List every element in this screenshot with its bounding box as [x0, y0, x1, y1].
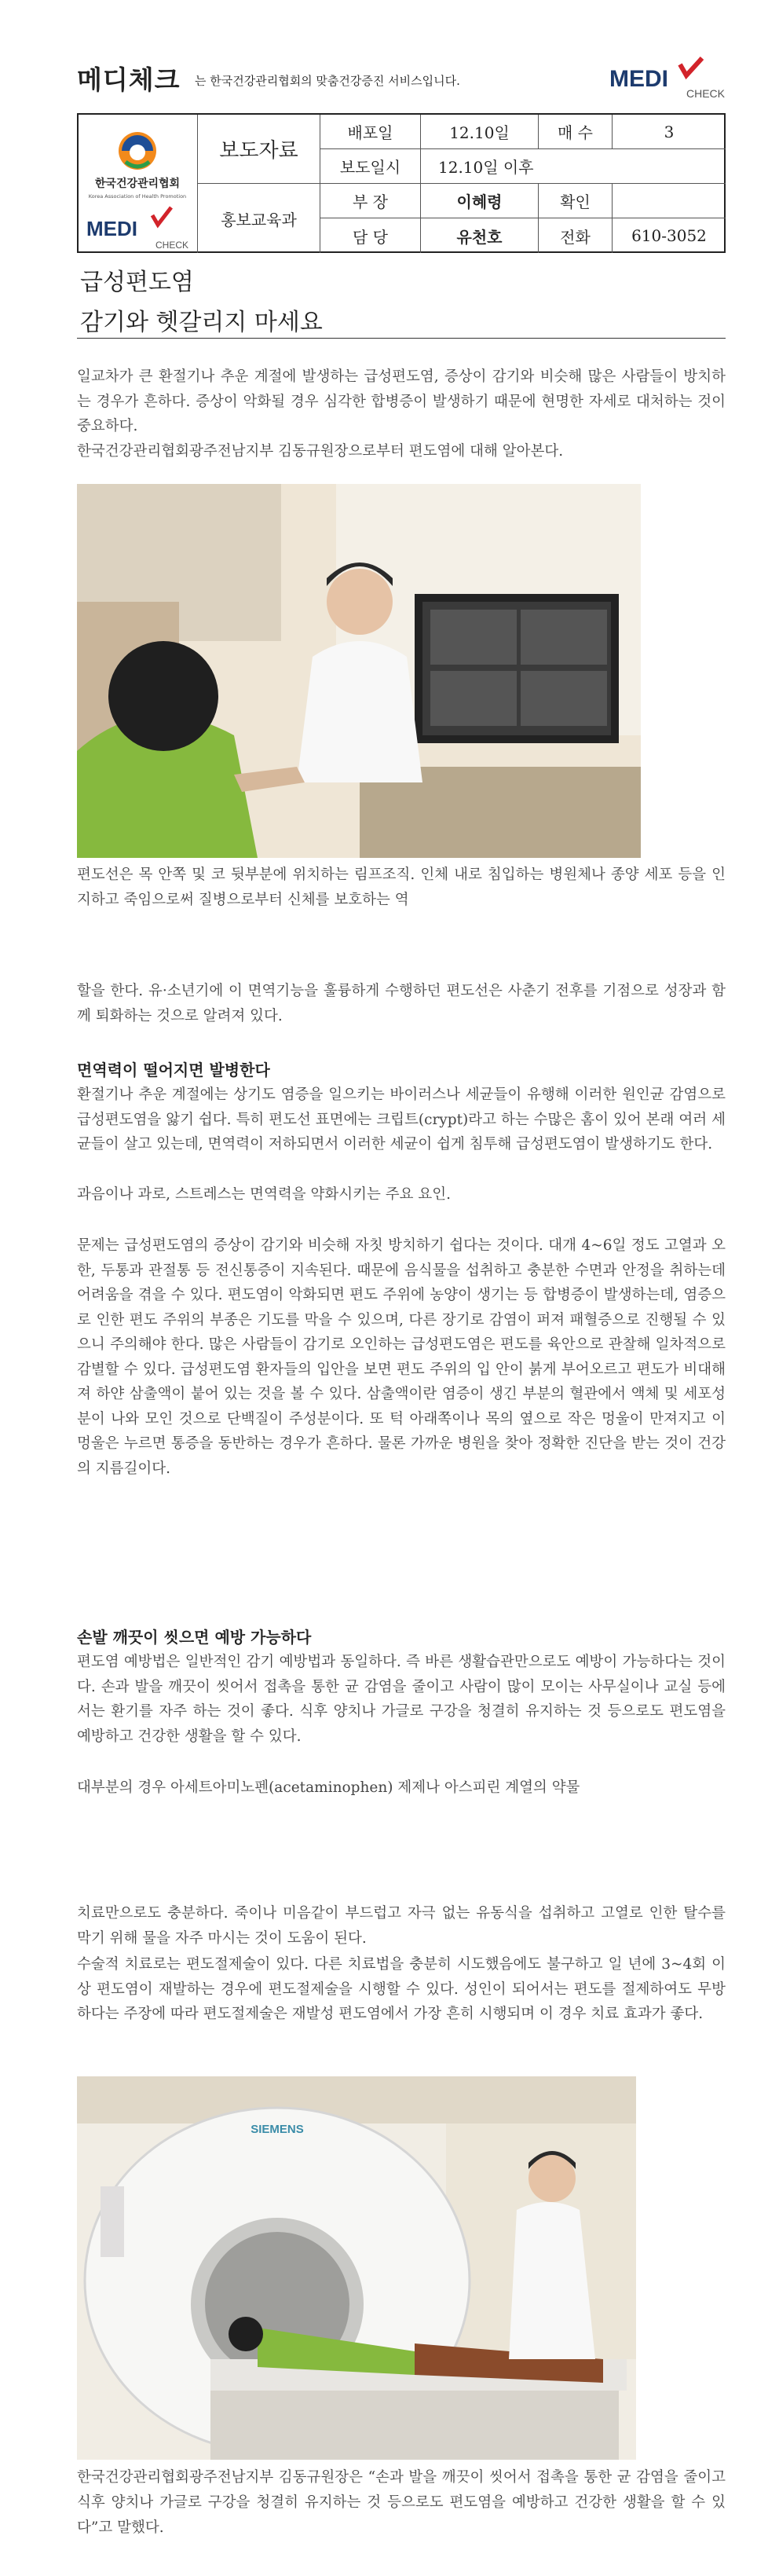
staff-name: 유천호 — [421, 218, 539, 253]
photo2-caption: 한국건강관리협회광주전남지부 김동규원장은 “손과 발을 깨끗이 씻어서 접촉을 통한 균 감염을 줄이고 식후 양치나 가글로 구강을 청결히 유지하는 것 등으로도 편도염을 예방하고 건강한 생활을 할 수 있다”고 말했다. — [77, 2469, 726, 2536]
section3-surgery: 수술적 치료로는 편도절제술이 있다. 다른 치료법을 충분히 시도했음에도 불구하고 일 년에 3~4회 이상 편도염이 재발하는 경우에 편도절제술을 시행할 수 있다. 성인이 되어서는 편도를 절제하여도 무방하다는 주장에 따라 편도절제술은 재발성 편도염에서 가장 흔히 시행되며 이 경우 치료 효과가 좋다. — [77, 1956, 726, 2022]
intro-source-line: 한국건강관리협회광주전남지부 김동규원장으로부터 편도염에 대해 알아본다. — [77, 443, 564, 460]
svg-text:MEDI: MEDI — [609, 66, 668, 92]
pages-value: 3 — [613, 115, 726, 149]
manager-name: 이혜령 — [421, 184, 539, 218]
phone-label: 전화 — [539, 218, 613, 253]
section3-paragraph: 치료만으로도 충분하다. 죽이나 미음같이 부드럽고 자극 없는 유동식을 섭취하고 고열로 인한 탈수를 막기 위해 물을 자주 마시는 것이 도움이 된다. — [77, 1905, 726, 1947]
confirm-label: 확인 — [539, 184, 613, 218]
manager-label: 부 장 — [320, 184, 421, 218]
article-subtitle: 감기와 헷갈리지 마세요 — [80, 309, 323, 336]
medicheck-logo — [608, 57, 726, 101]
article-title: 급성편도염 — [80, 269, 194, 296]
distribution-date: 12.10일 — [421, 115, 539, 149]
photo1-caption: 편도선은 목 안쪽 및 코 뒷부분에 위치하는 림프조직. 인체 내로 침입하는 병원체나 종양 세포 등을 인지하고 죽임으로써 질병으로부터 신체를 보호하는 역 — [77, 867, 726, 908]
press-info-table — [77, 113, 726, 253]
section1-heading: 면역력이 떨어지면 발병한다 — [77, 1061, 270, 1079]
section1-paragraph: 환절기나 추운 계절에는 상기도 염증을 일으키는 바이러스나 세균들이 유행해 이러한 원인균 감염으로 급성편도염을 앓기 쉽다. 특히 편도선 표면에는 크립트(crypt)라고 하는 수많은 홈이 있어 본래 여러 세균들이 살고 있는데, 면역력이 저하되면서 이러한 세균이 쉽게 침투해 급성편도염이 발생하기도 한다. — [77, 1086, 726, 1152]
embargo-label: 보도일시 — [320, 149, 421, 184]
section2-paragraph: 편도염 예방법은 일반적인 감기 예방법과 동일하다. 즉 바른 생활습관만으로도 예방이 가능하다는 것이다. 손과 발을 깨끗이 씻어서 접촉을 통한 균 감염을 줄이고 사람이 많이 모이는 사무실이나 교실 등에서는 환기를 자주 하는 것이 좋다. 식후 양치나 가글로 구강을 청결히 유지하는 것 등으로도 편도염을 예방하고 건강한 생활을 할 수 있다. — [77, 1654, 726, 1745]
svg-text:SIEMENS: SIEMENS — [251, 2123, 304, 2136]
svg-text:CHECK: CHECK — [686, 87, 726, 100]
svg-text:Korea Association of Health Pr: Korea Association of Health Promotion — [88, 193, 187, 200]
section2-medication: 대부분의 경우 아세트아미노펜(acetaminophen) 제제나 아스피린 계열의 약물 — [77, 1779, 580, 1796]
section1-factors: 과음이나 과로, 스트레스는 면역력을 약화시키는 주요 요인. — [77, 1186, 451, 1203]
brand-tagline: 는 한국건강관리협회의 맞춤건강증진 서비스입니다. — [195, 74, 460, 88]
svg-text:CHECK: CHECK — [155, 240, 189, 251]
confirm-value — [613, 184, 726, 218]
doctor-consultation-photo — [77, 484, 641, 858]
intro-paragraph: 일교차가 큰 환절기나 추운 계절에 발생하는 급성편도염, 증상이 감기와 비슷해 많은 사람들이 방치하는 경우가 흔하다. 증상이 악화될 경우 심각한 합병증이 발생하기 때문에 현명한 자세로 대처하는 것이 중요하다. — [77, 368, 726, 434]
section1-symptoms: 문제는 급성편도염의 증상이 감기와 비슷해 자칫 방치하기 쉽다는 것이다. 대개 4~6일 정도 고열과 오한, 두통과 관절통 등 전신통증이 지속된다. 때문에 음식물을 섭취하고 충분한 수면과 안정을 취하는데 어려움을 겪을 수 있다. 편도염이 악화되면 편도 주위에 농양이 생기는 등 합병증이 발생하는데, 염증으로 인한 편도 주위의 부종은 기도를 막을 수 있으며, 다른 장기로 감염이 퍼져 패혈증으로 진행될 수 있으니 주의해야 한다. 많은 사람들이 감기로 오인하는 급성편도염은 편도를 육안으로 관찰해 일차적으로 감별할 수 있다. 급성편도염 환자들의 입안을 보면 편도 주위의 입 안이 붉게 부어오르고 편도가 비대해져 하얀 삼출액이 붙어 있는 것을 볼 수 있다. 삼출액이란 염증이 생긴 부분의 혈관에서 액체 및 세포성분이 나와 모인 것으로 단백질이 주성분이다. 또 턱 아래쪽이나 목의 옆으로 작은 멍울이 만져지고 이 멍울은 누르면 통증을 동반하는 경우가 흔하다. 물론 가까운 병원을 찾아 정확한 진단을 받는 것이 건강의 지름길이다. — [77, 1237, 726, 1477]
distribution-label: 배포일 — [320, 115, 421, 149]
staff-label: 담 당 — [320, 218, 421, 253]
ct-scan-photo — [77, 2076, 636, 2460]
svg-text:MEDI: MEDI — [86, 217, 137, 240]
pages-label: 매 수 — [539, 115, 613, 149]
svg-text:한국건강관리협회: 한국건강관리협회 — [94, 178, 181, 190]
embargo-value: 12.10일 이후 — [421, 149, 726, 184]
kahp-logo-icon — [79, 115, 196, 253]
continued-paragraph: 할을 한다. 유·소년기에 이 면역기능을 훌륭하게 수행하던 편도선은 사춘기 전후를 기점으로 성장과 함께 퇴화하는 것으로 알려져 있다. — [77, 983, 726, 1024]
section2-heading: 손발 깨끗이 씻으면 예방 가능하다 — [77, 1628, 312, 1647]
brand-name: 메디체크 — [77, 64, 181, 95]
org-logo-cell — [79, 115, 198, 253]
department-cell: 홍보교육과 — [198, 184, 320, 253]
title-divider — [77, 338, 726, 339]
doc-type-cell: 보도자료 — [198, 115, 320, 184]
header-banner — [77, 57, 726, 101]
phone-value: 610-3052 — [631, 226, 707, 245]
